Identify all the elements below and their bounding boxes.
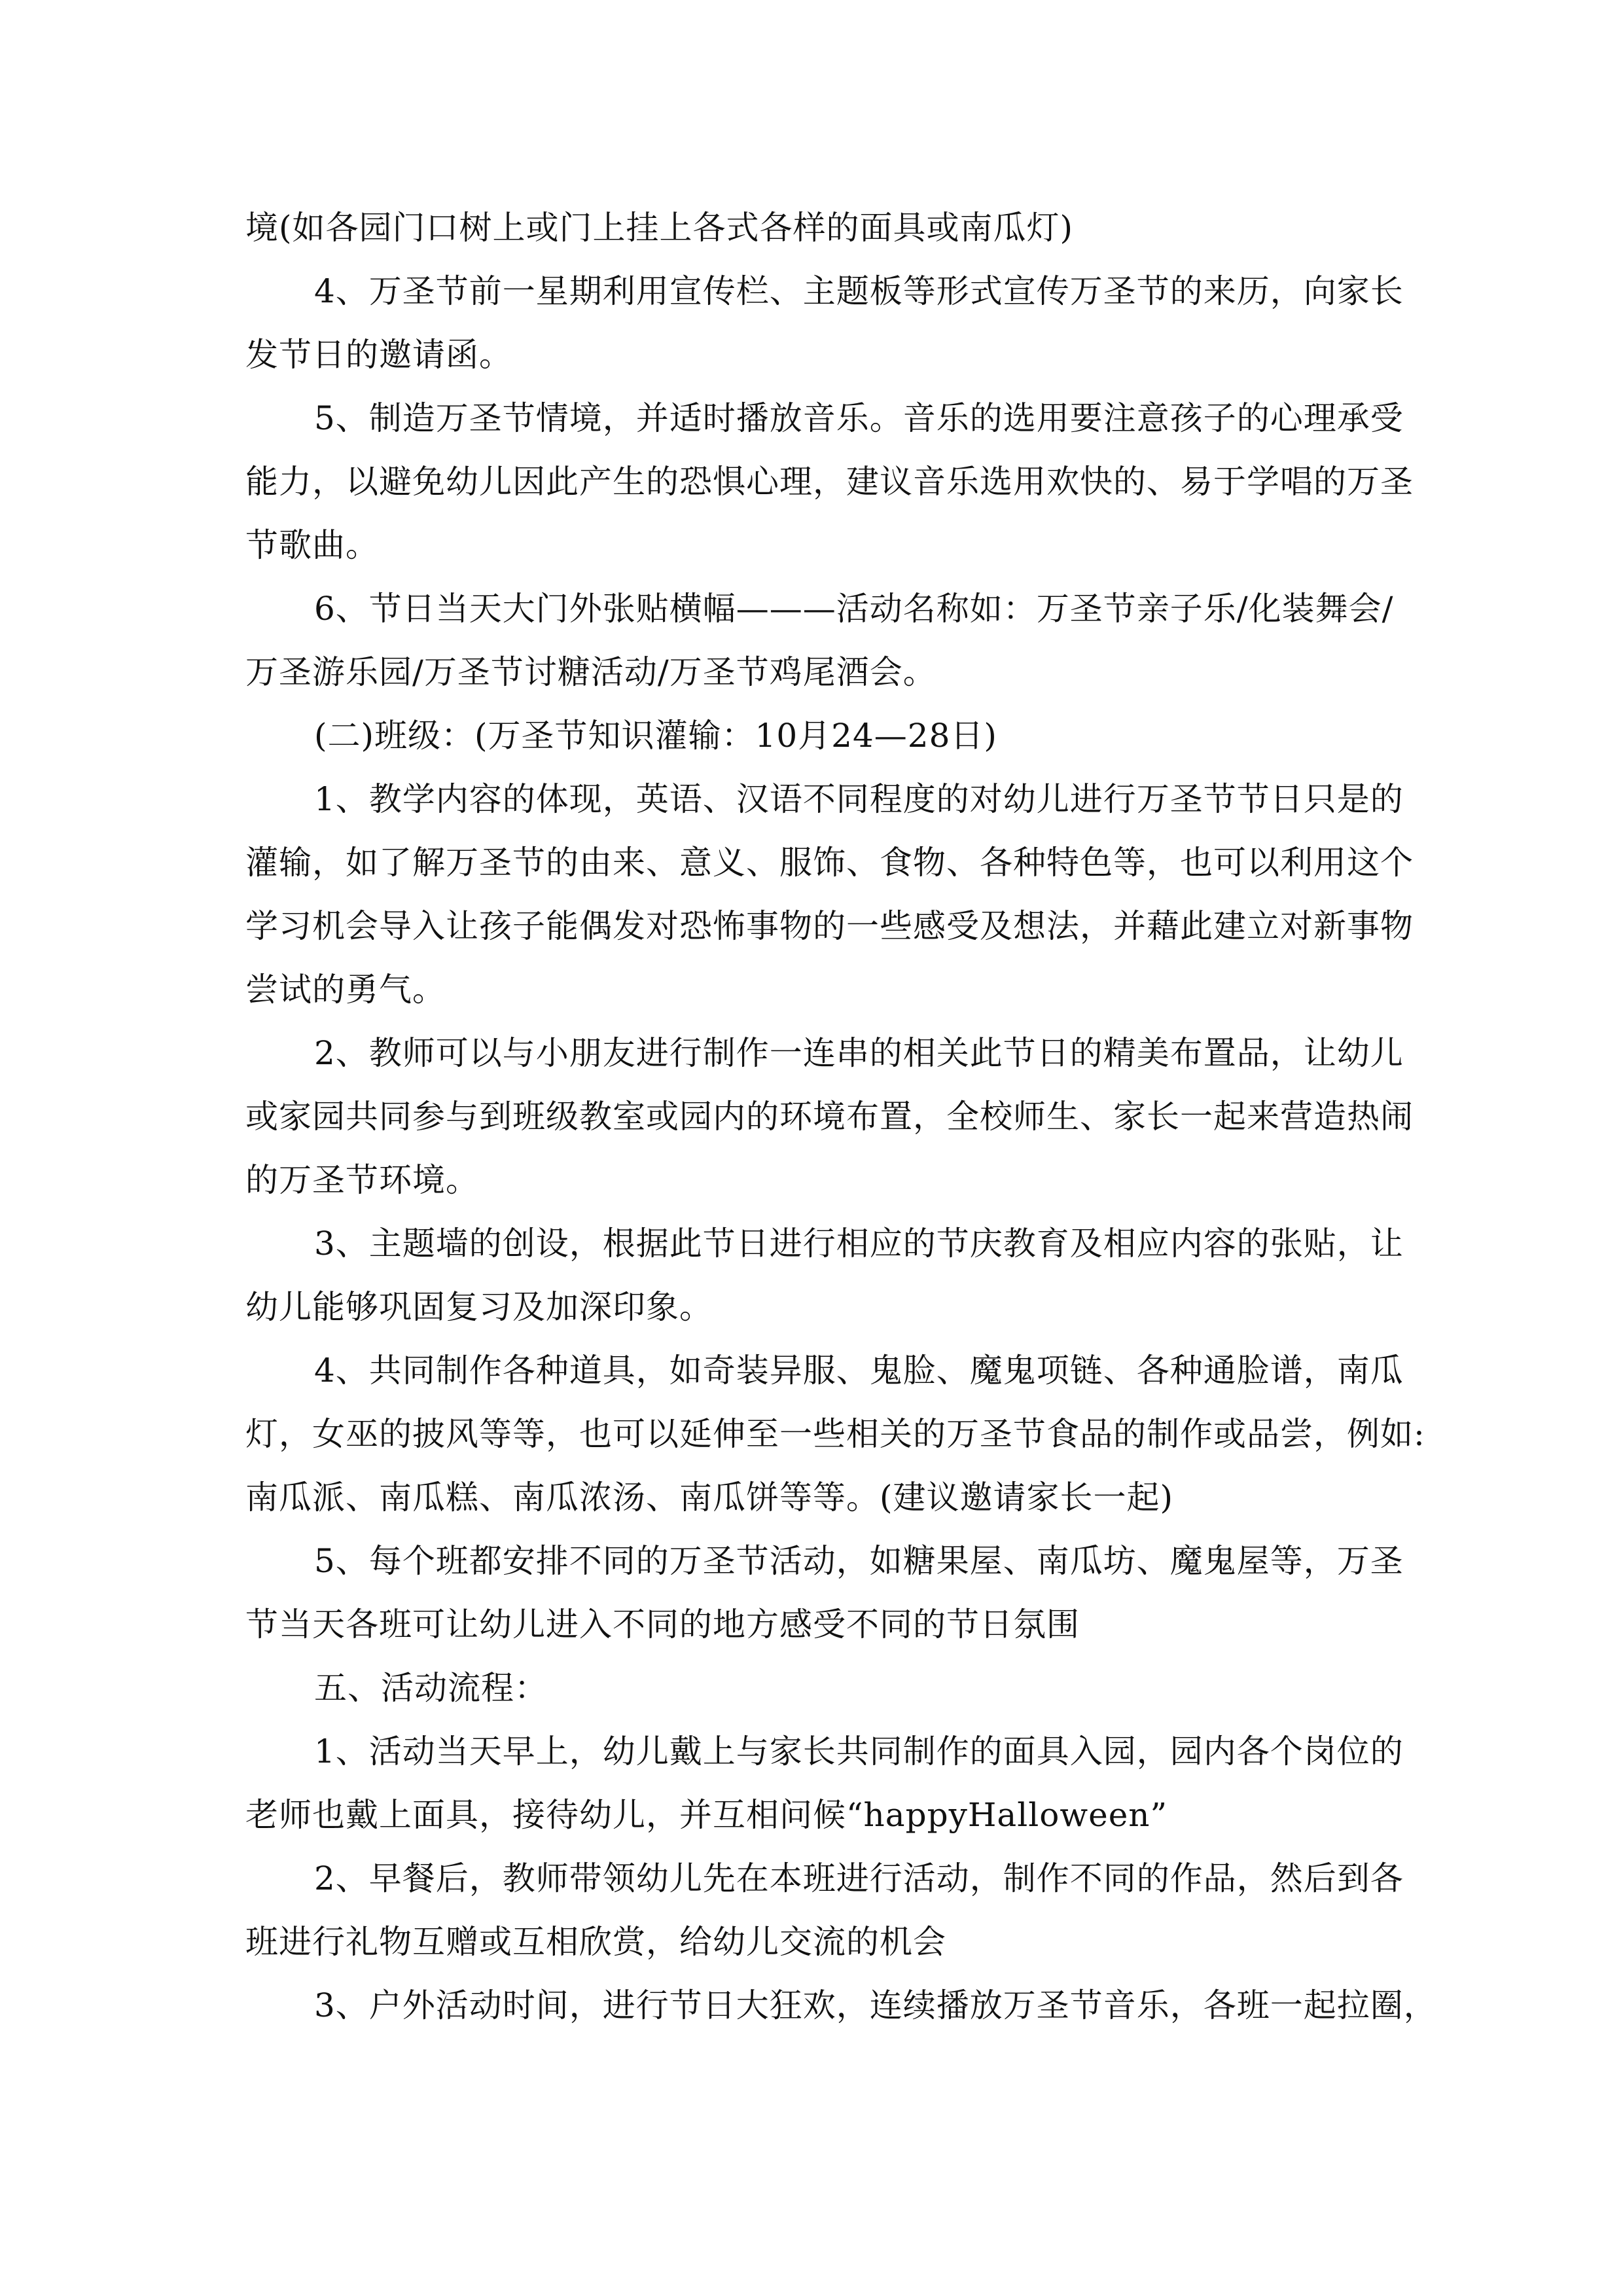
text-line: 能力，以避免幼儿因此产生的恐惧心理，建议音乐选用欢快的、易于学唱的万圣: [245, 463, 1414, 501]
text-line: 尝试的勇气。: [245, 971, 446, 1009]
text-line: 节当天各班可让幼儿进入不同的地方感受不同的节日氛围: [245, 1605, 1080, 1643]
text-line: 1、教学内容的体现，英语、汉语不同程度的对幼儿进行万圣节节日只是的: [314, 780, 1404, 818]
text-line: 发节日的邀请函。: [245, 336, 512, 374]
text-line: 境(如各园门口树上或门上挂上各式各样的面具或南瓜灯): [245, 209, 1074, 247]
text-line: 3、主题墙的创设，根据此节日进行相应的节庆教育及相应内容的张贴，让: [314, 1225, 1404, 1263]
text-line: 班进行礼物互赠或互相欣赏，给幼儿交流的机会: [245, 1923, 946, 1961]
text-line: 南瓜派、南瓜糕、南瓜浓汤、南瓜饼等等。(建议邀请家长一起): [245, 1479, 1174, 1516]
text-line: 学习机会导入让孩子能偶发对恐怖事物的一些感受及想法，并藉此建立对新事物: [245, 907, 1414, 945]
text-line: 五、活动流程：: [314, 1669, 548, 1707]
text-line: 4、共同制作各种道具，如奇装异服、鬼脸、魔鬼项链、各种通脸谱，南瓜: [314, 1352, 1404, 1390]
text-line: 幼儿能够巩固复习及加深印象。: [245, 1288, 713, 1326]
text-line: (二)班级：(万圣节知识灌输：10月24—28日): [314, 717, 997, 755]
text-line: 1、活动当天早上，幼儿戴上与家长共同制作的面具入园，园内各个岗位的: [314, 1732, 1404, 1770]
text-line: 或家园共同参与到班级教室或园内的环境布置，全校师生、家长一起来营造热闹: [245, 1098, 1414, 1136]
text-line: 5、制造万圣节情境，并适时播放音乐。音乐的选用要注意孩子的心理承受: [314, 399, 1404, 437]
text-line: 2、早餐后，教师带领幼儿先在本班进行活动，制作不同的作品，然后到各: [314, 1859, 1404, 1897]
text-line: 6、节日当天大门外张贴横幅———活动名称如：万圣节亲子乐/化装舞会/: [314, 590, 1394, 628]
text-line: 节歌曲。: [245, 526, 379, 564]
text-line: 2、教师可以与小朋友进行制作一连串的相关此节日的精美布置品，让幼儿: [314, 1034, 1404, 1072]
text-line: 万圣游乐园/万圣节讨糖活动/万圣节鸡尾酒会。: [245, 653, 936, 691]
text-line: 4、万圣节前一星期利用宣传栏、主题板等形式宣传万圣节的来历，向家长: [314, 272, 1404, 310]
text-line: 5、每个班都安排不同的万圣节活动，如糖果屋、南瓜坊、魔鬼屋等，万圣: [314, 1542, 1404, 1580]
text-line: 老师也戴上面具，接待幼儿，并互相问候“happyHalloween”: [245, 1796, 1168, 1834]
text-line: 的万圣节环境。: [245, 1161, 479, 1199]
text-line: 3、户外活动时间，进行节日大狂欢，连续播放万圣节音乐，各班一起拉圈，: [314, 1986, 1437, 2024]
document-body: [245, 196, 1437, 2037]
text-line: 灌输，如了解万圣节的由来、意义、服饰、食物、各种特色等，也可以利用这个: [245, 844, 1414, 882]
text-line: 灯，女巫的披风等等，也可以延伸至一些相关的万圣节食品的制作或品尝，例如:: [245, 1415, 1425, 1453]
